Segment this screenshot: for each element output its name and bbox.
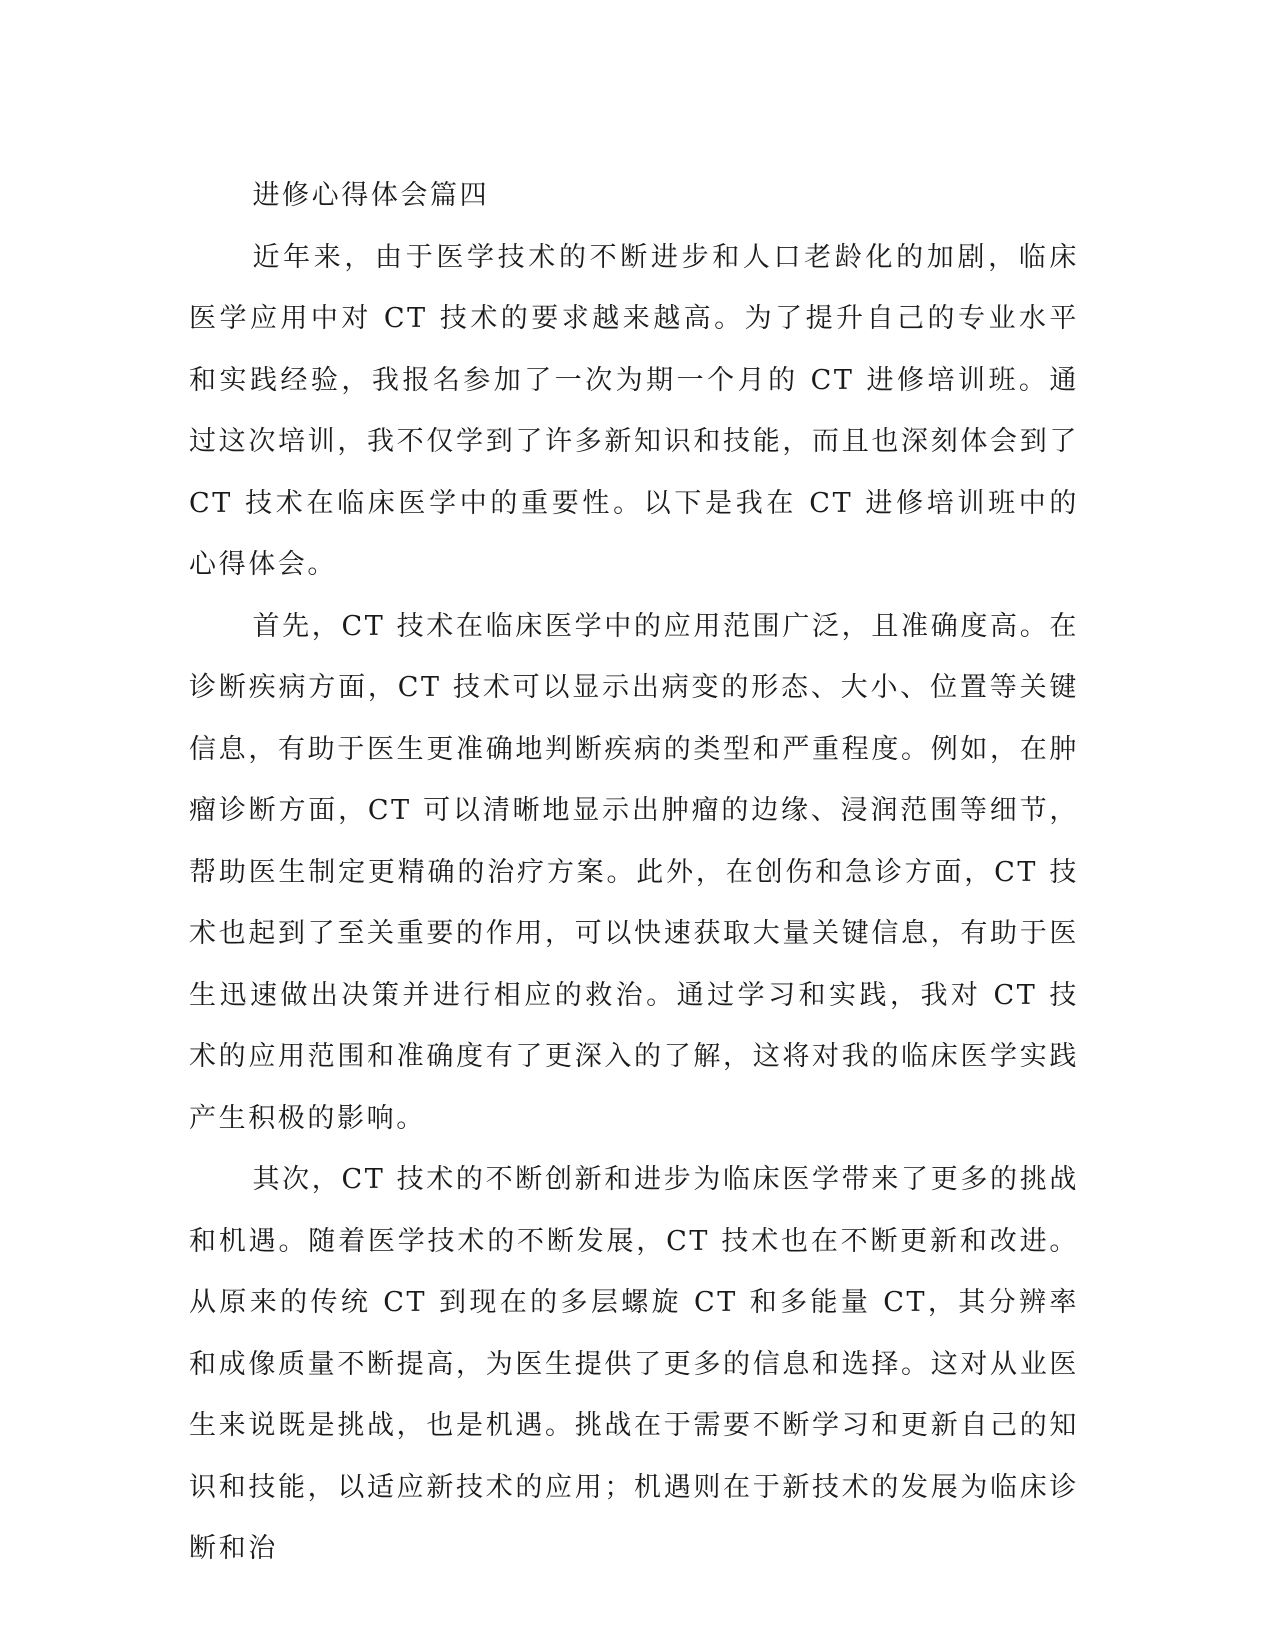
paragraph-intro: 近年来，由于医学技术的不断进步和人口老龄化的加剧，临床医学应用中对 CT 技术的要求越来越高。为了提升自己的专业水平和实践经验，我报名参加了一次为期一个月的 CT 进修培训班。通过这次培训，我不仅学到了许多新知识和技能，而且也深刻体会到了 CT 技术在临床医学中的重要性。以下是我在 CT 进修培训班中的心得体会。 [189, 241, 1079, 580]
document-body [189, 165, 1079, 1580]
paragraph-first-point: 首先，CT 技术在临床医学中的应用范围广泛，且准确度高。在诊断疾病方面，CT 技术可以显示出病变的形态、大小、位置等关键信息，有助于医生更准确地判断疾病的类型和严重程度。例如，在肿瘤诊断方面，CT 可以清晰地显示出肿瘤的边缘、浸润范围等细节，帮助医生制定更精确的治疗方案。此外，在创伤和急诊方面，CT 技术也起到了至关重要的作用，可以快速获取大量关键信息，有助于医生迅速做出决策并进行相应的救治。通过学习和实践，我对 CT 技术的应用范围和准确度有了更深入的了解，这将对我的临床医学实践产生积极的影响。 [189, 610, 1079, 1134]
paragraph-second-point: 其次，CT 技术的不断创新和进步为临床医学带来了更多的挑战和机遇。随着医学技术的不断发展，CT 技术也在不断更新和改进。从原来的传统 CT 到现在的多层螺旋 CT 和多能量 CT，其分辨率和成像质量不断提高，为医生提供了更多的信息和选择。这对从业医生来说既是挑战，也是机遇。挑战在于需要不断学习和更新自己的知识和技能，以适应新技术的应用；机遇则在于新技术的发展为临床诊断和治 [189, 1164, 1079, 1564]
document-heading: 进修心得体会篇四 [252, 180, 490, 211]
